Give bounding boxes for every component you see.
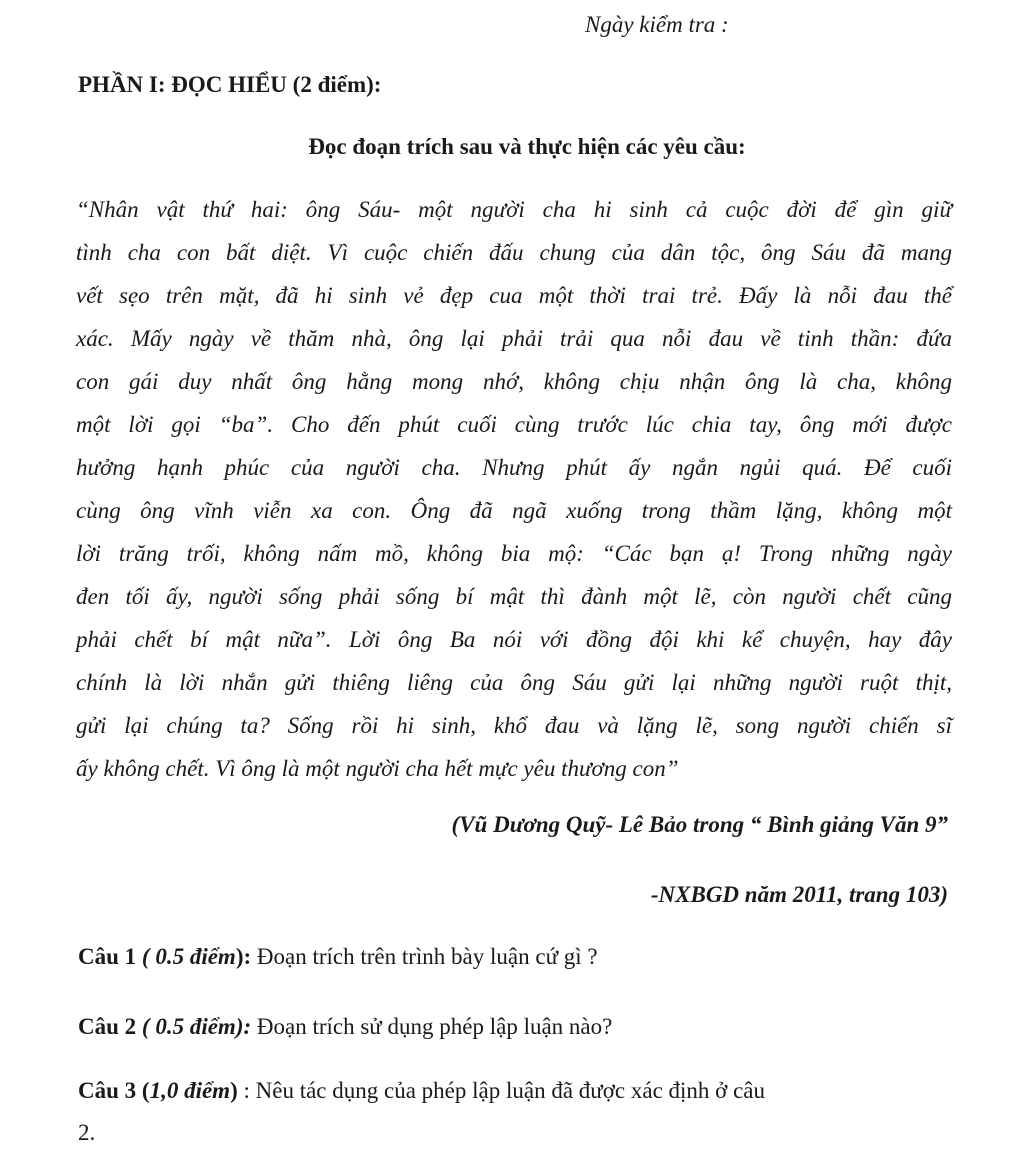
- question-1: [78, 944, 598, 970]
- passage-line: vết sẹo trên mặt, đã hi sinh vẻ đẹp cua một thời trai trẻ. Đấy là nỗi đau thể: [76, 283, 952, 308]
- passage-line: “Nhân vật thứ hai: ông Sáu- một người cha hi sinh cả cuộc đời để gìn giữ: [76, 197, 952, 222]
- question-text: Đoạn trích sử dụng phép lập luận nào?: [251, 1014, 613, 1039]
- question-3: [78, 1078, 765, 1104]
- passage-line: tình cha con bất diệt. Vì cuộc chiến đấu chung của dân tộc, ông Sáu đã mang: [76, 240, 952, 265]
- passage-line: xác. Mấy ngày về thăm nhà, ông lại phải trải qua nỗi đau về tinh thần: đứa: [76, 326, 952, 351]
- source-citation-line-1: (Vũ Dương Quỹ- Lê Bảo trong “ Bình giảng Văn 9”: [451, 812, 948, 837]
- passage-line: cùng ông vĩnh viễn xa con. Ông đã ngã xuống trong thầm lặng, không một: [76, 498, 952, 523]
- section-title: PHẦN I: ĐỌC HIỂU (2 điểm):: [78, 72, 382, 97]
- instruction-heading: Đọc đoạn trích sau và thực hiện các yêu cầu:: [308, 134, 746, 159]
- source-citation-line-2: -NXBGD năm 2011, trang 103): [650, 882, 948, 907]
- passage-line: gửi lại chúng ta? Sống rồi hi sinh, khổ đau và lặng lẽ, song người chiến sĩ: [76, 713, 952, 738]
- question-text: : Nêu tác dụng của phép lập luận đã được xác định ở câu: [237, 1078, 766, 1103]
- question-label: Câu 2: [78, 1014, 137, 1039]
- question-points: ( 0.5 điểm: [136, 944, 236, 969]
- question-text: Đoạn trích trên trình bày luận cứ gì ?: [251, 944, 598, 969]
- passage-line: con gái duy nhất ông hằng mong nhớ, không chịu nhận ông là cha, không: [76, 369, 952, 394]
- question-points-close: ):: [235, 1014, 252, 1039]
- passage-line: phải chết bí mật nữa”. Lời ông Ba nói với đồng đội khi kể chuyện, hay đây: [76, 627, 952, 652]
- question-points: ( 0.5 điểm: [136, 1014, 236, 1039]
- passage-line: chính là lời nhắn gửi thiêng liêng của ông Sáu gửi lại những người ruột thịt,: [76, 670, 952, 695]
- question-label: Câu 3 (: [78, 1078, 150, 1103]
- question-points-close: ):: [235, 944, 252, 969]
- passage-line: lời trăng trối, không nấm mồ, không bia mộ: “Các bạn ạ! Trong những ngày: [76, 541, 952, 566]
- reading-passage: [76, 188, 952, 790]
- passage-line: đen tối ấy, người sống phải sống bí mật thì đành một lẽ, còn người chết cũng: [76, 584, 952, 609]
- passage-line: hưởng hạnh phúc của người cha. Nhưng phút ấy ngắn ngủi quá. Để cuối: [76, 455, 952, 480]
- passage-line: một lời gọi “ba”. Cho đến phút cuối cùng trước lúc chia tay, ông mới được: [76, 412, 952, 437]
- passage-line: ấy không chết. Vì ông là một người cha hết mực yêu thương con”: [76, 756, 679, 781]
- question-3-continuation: 2.: [78, 1120, 96, 1145]
- question-label: Câu 1: [78, 944, 137, 969]
- question-points: 1,0 điểm: [149, 1078, 231, 1103]
- exam-date-label: Ngày kiểm tra :: [585, 12, 729, 37]
- question-2: [78, 1014, 612, 1040]
- question-points-close: ): [230, 1078, 238, 1103]
